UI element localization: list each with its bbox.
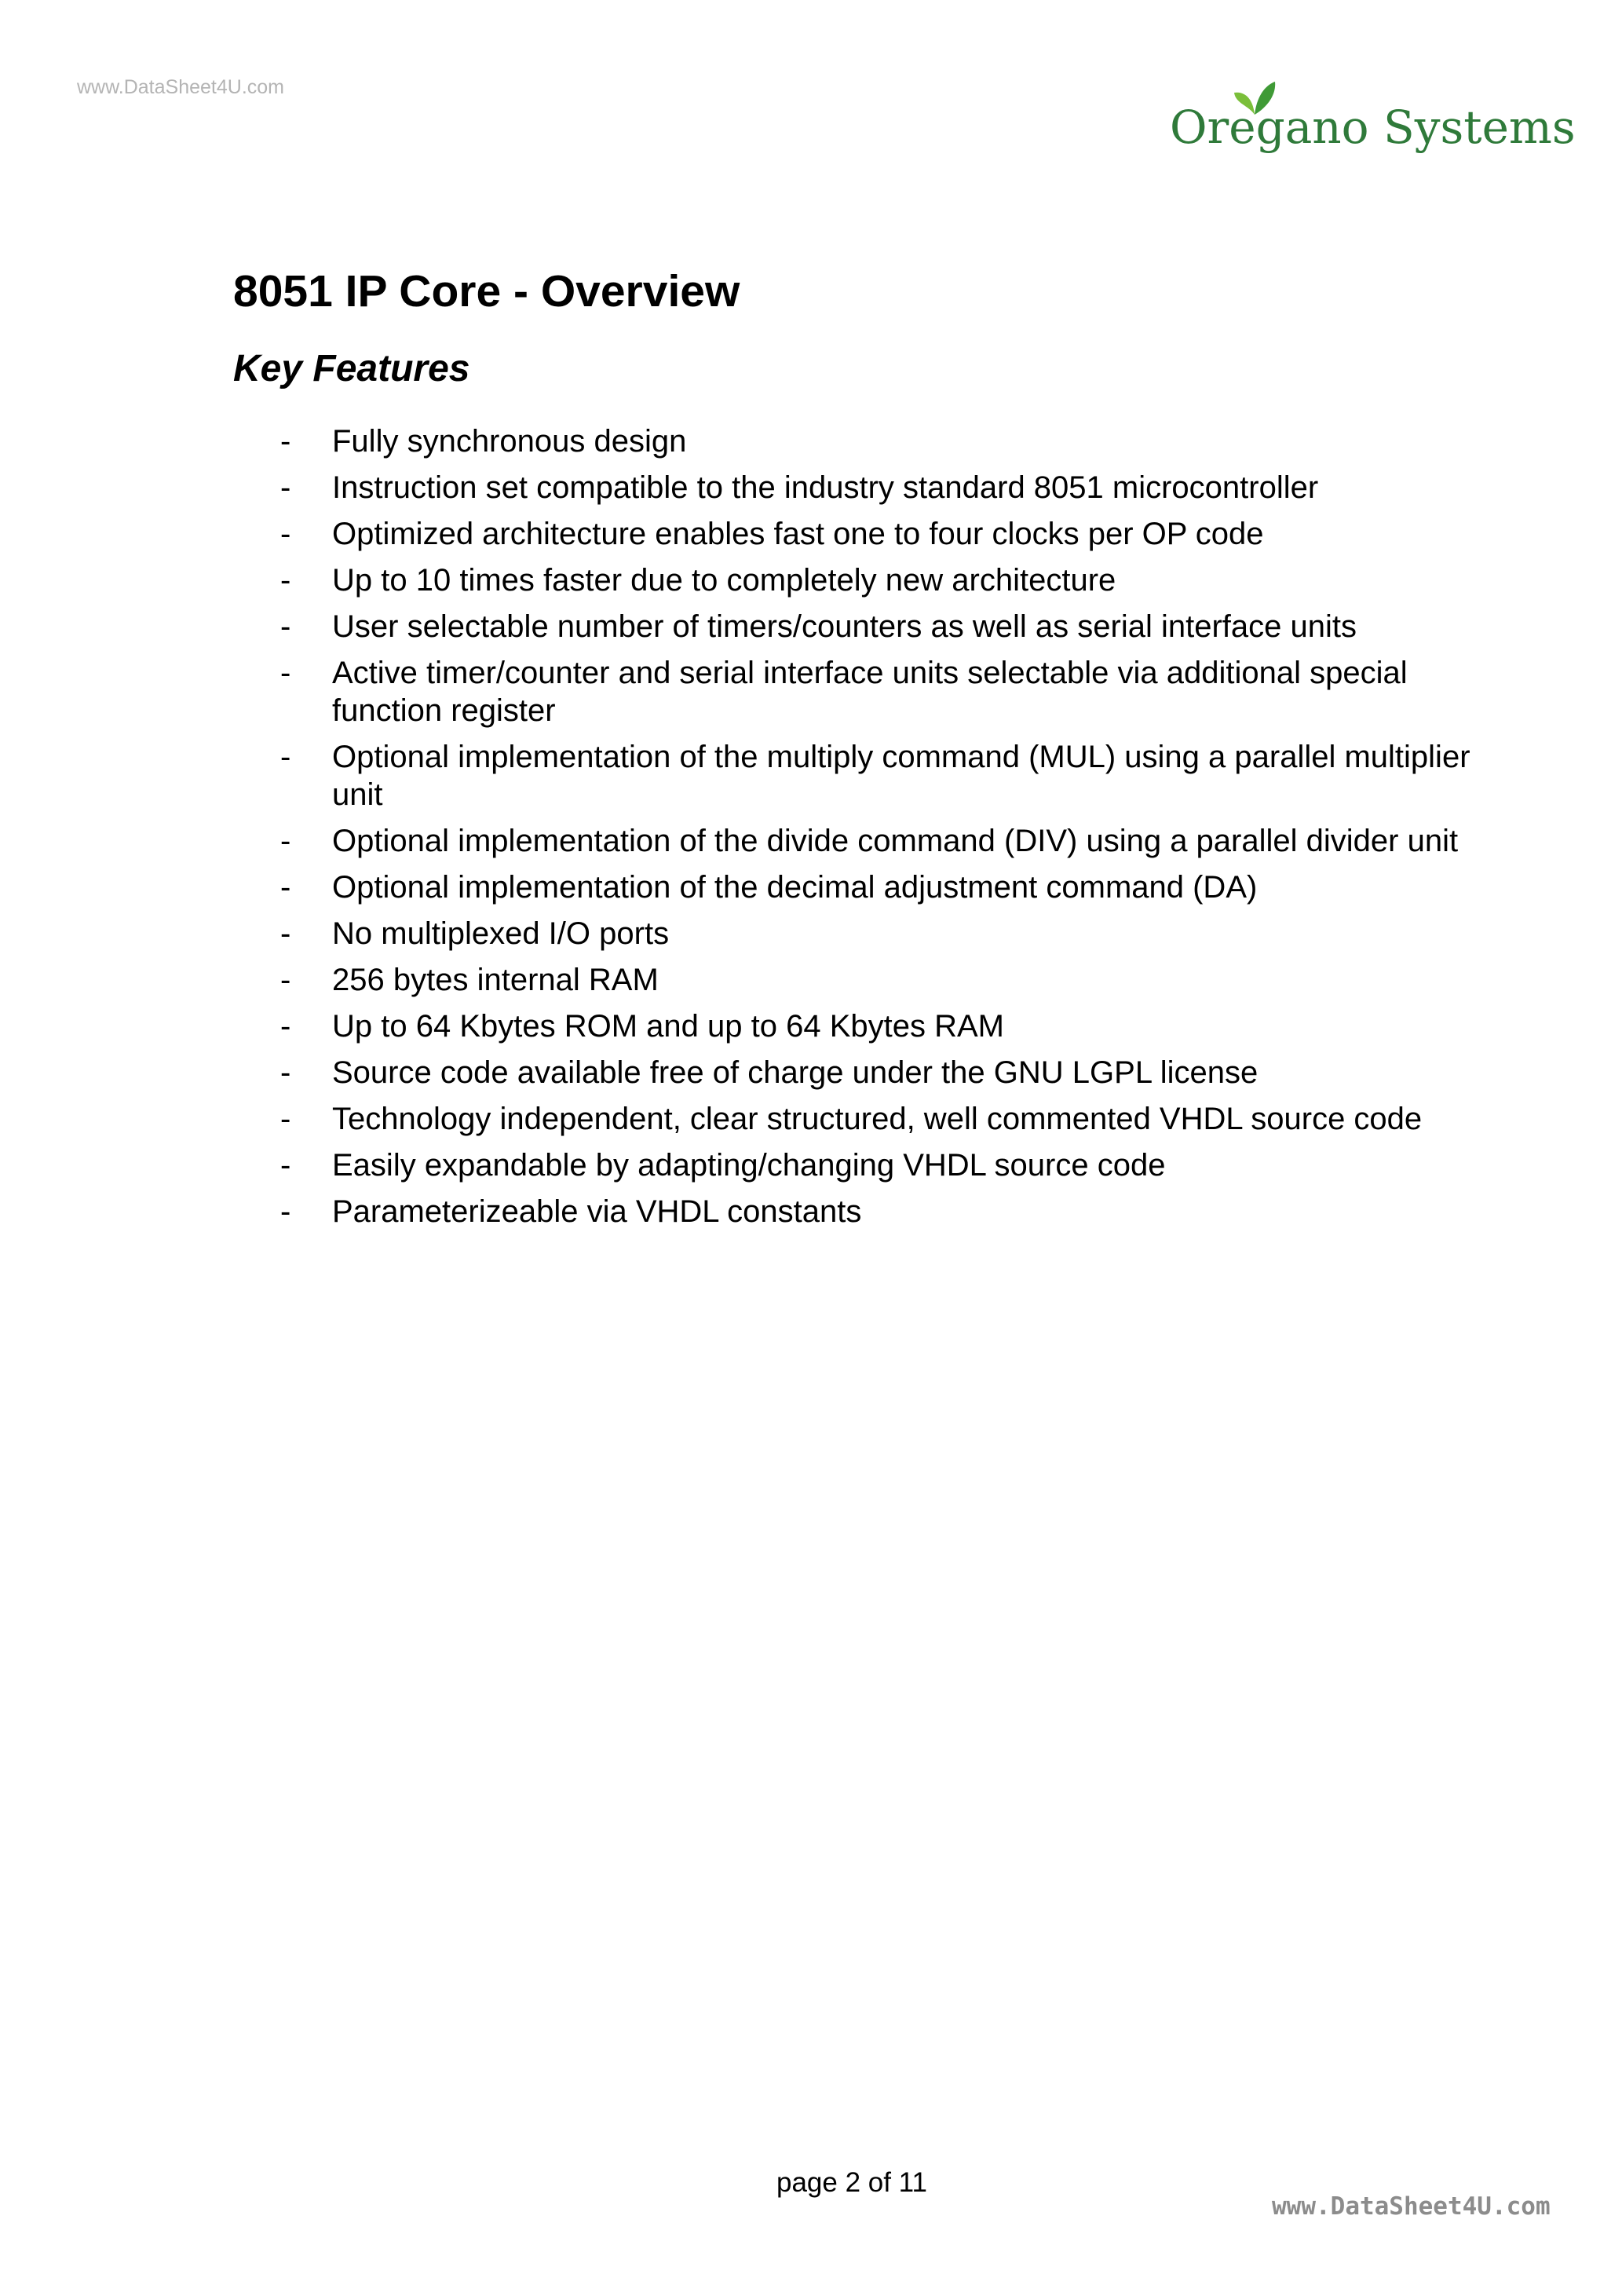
feature-text: Active timer/counter and serial interface units selectable via additional special function register: [332, 656, 1408, 728]
feature-text: Instruction set compatible to the industry standard 8051 microcontroller: [332, 470, 1319, 505]
bullet-dash: -: [280, 824, 291, 858]
bullet-dash: -: [280, 470, 291, 505]
list-item: [280, 915, 1505, 952]
list-item: [280, 822, 1505, 860]
page-title: 8051 IP Core - Overview: [233, 266, 740, 316]
bullet-dash: -: [280, 870, 291, 905]
bullet-dash: -: [280, 1102, 291, 1136]
feature-text: Up to 64 Kbytes ROM and up to 64 Kbytes RAM: [332, 1009, 1004, 1044]
bullet-dash: -: [280, 609, 291, 644]
bullet-dash: -: [280, 1009, 291, 1044]
bullet-dash: -: [280, 740, 291, 774]
bullet-dash: -: [280, 656, 291, 690]
page-number-text: page 2 of 11: [776, 2167, 928, 2198]
list-item: [280, 1146, 1505, 1184]
list-item: [280, 422, 1505, 460]
feature-text: Optional implementation of the divide command (DIV) using a parallel divider unit: [332, 824, 1459, 858]
bullet-dash: -: [280, 916, 291, 951]
list-item: [280, 654, 1505, 729]
bullet-dash: -: [280, 517, 291, 551]
feature-text: Optional implementation of the decimal adjustment command (DA): [332, 870, 1258, 905]
watermark-bottom: www.DataSheet4U.com: [1272, 2192, 1551, 2221]
watermark-top: www.DataSheet4U.com: [77, 76, 285, 98]
feature-text: Up to 10 times faster due to completely new architecture: [332, 563, 1116, 598]
bullet-dash: -: [280, 424, 291, 459]
feature-list: [280, 422, 1505, 1239]
feature-text: User selectable number of timers/counters as well as serial interface units: [332, 609, 1357, 644]
list-item: [280, 1193, 1505, 1230]
bullet-dash: -: [280, 563, 291, 598]
feature-text: Optimized architecture enables fast one to four clocks per OP code: [332, 517, 1264, 551]
company-logo: [1170, 79, 1576, 165]
list-item: [280, 868, 1505, 906]
feature-text: Technology independent, clear structured, well commented VHDL source code: [332, 1102, 1423, 1136]
list-item: [280, 561, 1505, 599]
list-item: [280, 961, 1505, 999]
list-item: [280, 1007, 1505, 1045]
bullet-dash: -: [280, 1055, 291, 1090]
bullet-dash: -: [280, 1194, 291, 1229]
feature-text: No multiplexed I/O ports: [332, 916, 670, 951]
list-item: [280, 608, 1505, 645]
list-item: [280, 1054, 1505, 1091]
feature-text: Parameterizeable via VHDL constants: [332, 1194, 862, 1229]
list-item: [280, 1100, 1505, 1138]
section-heading: Key Features: [233, 348, 470, 389]
bullet-dash: -: [280, 1148, 291, 1183]
feature-text: 256 bytes internal RAM: [332, 963, 659, 997]
logo-wordmark: Oregano Systems: [1170, 101, 1576, 154]
feature-text: Fully synchronous design: [332, 424, 687, 459]
list-item: [280, 738, 1505, 813]
list-item: [280, 469, 1505, 506]
feature-text: Easily expandable by adapting/changing VHDL source code: [332, 1148, 1166, 1183]
feature-text: Optional implementation of the multiply command (MUL) using a parallel multiplier unit: [332, 740, 1470, 812]
feature-text: Source code available free of charge under the GNU LGPL license: [332, 1055, 1259, 1090]
bullet-dash: -: [280, 963, 291, 997]
list-item: [280, 515, 1505, 553]
